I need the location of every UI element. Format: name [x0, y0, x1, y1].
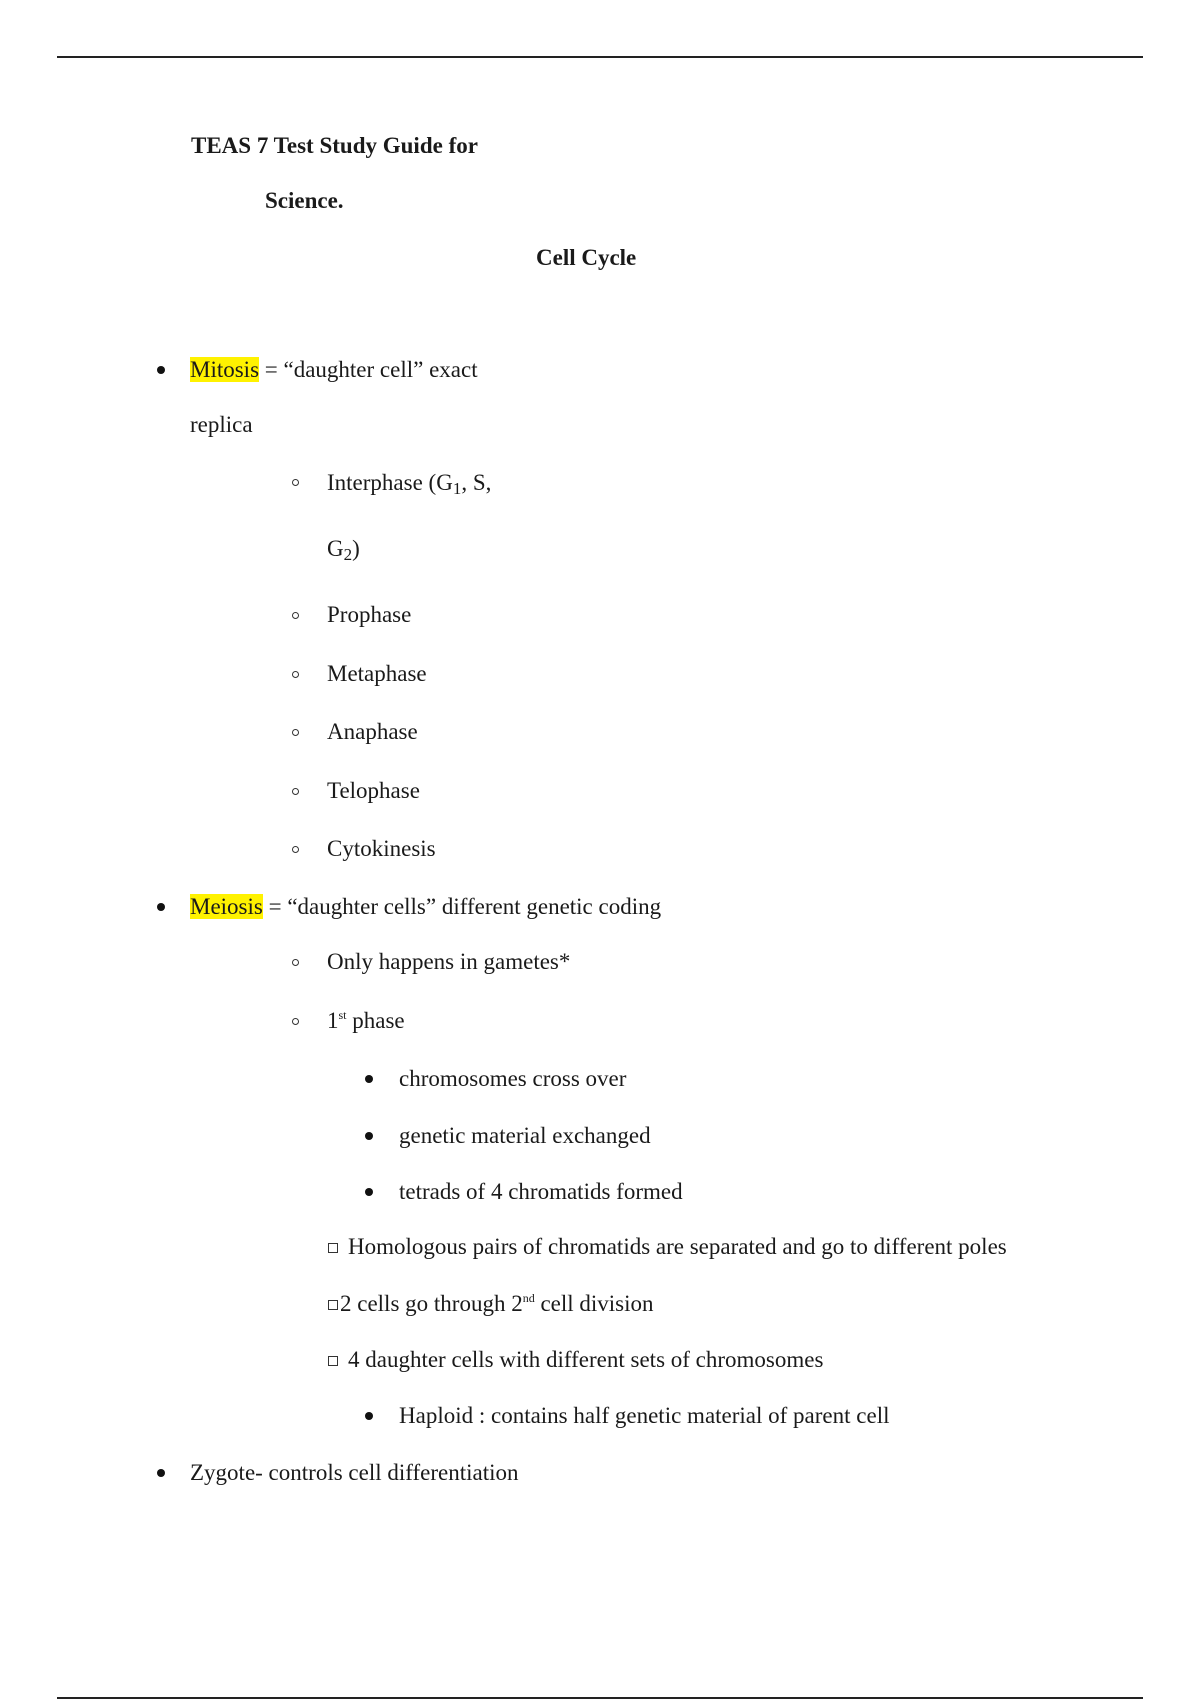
phase1-superscript: st	[338, 1008, 347, 1022]
two-cells-superscript: nd	[522, 1291, 535, 1305]
circle-bullet-icon	[292, 788, 299, 795]
bullet-icon	[157, 903, 165, 911]
phase-interphase	[327, 469, 491, 497]
doc-title-line1: TEAS 7 Test Study Guide for	[191, 133, 478, 158]
meiosis-line	[190, 893, 661, 921]
meiosis-two-cells	[340, 1290, 654, 1318]
bullet-icon	[365, 1075, 373, 1083]
meiosis-phase1	[327, 1007, 405, 1035]
meiosis-gametes: Only happens in gametes*	[327, 949, 571, 974]
circle-bullet-icon	[292, 729, 299, 736]
bullet-icon	[157, 366, 165, 374]
bullet-icon	[365, 1412, 373, 1420]
mitosis-desc-line2: replica	[190, 412, 253, 437]
meiosis-term: Meiosis	[190, 894, 263, 919]
phase1-item-cross: chromosomes cross over	[399, 1066, 627, 1091]
phase-telophase: Telophase	[327, 778, 420, 803]
bullet-icon	[365, 1188, 373, 1196]
two-cells-text: 2 cells go through 2	[340, 1291, 523, 1316]
square-bullet-icon	[328, 1243, 338, 1253]
phase1-item-exchange: genetic material exchanged	[399, 1123, 651, 1148]
interphase-subscript-1: 1	[452, 479, 462, 498]
top-rule	[57, 56, 1143, 58]
square-bullet-icon	[328, 1300, 338, 1310]
zygote-line: Zygote- controls cell differentiation	[190, 1460, 519, 1485]
phase-prophase: Prophase	[327, 602, 412, 627]
meiosis-desc: = “daughter cells” different genetic coding	[262, 894, 662, 919]
circle-bullet-icon	[292, 671, 299, 678]
bullet-icon	[157, 1469, 165, 1477]
meiosis-haploid: Haploid : contains half genetic material of parent cell	[399, 1403, 890, 1428]
interphase-g2: G	[327, 536, 344, 561]
phase-metaphase: Metaphase	[327, 661, 427, 686]
bottom-rule	[57, 1697, 1143, 1699]
interphase-subscript-2: 2	[343, 545, 353, 564]
phase1-label: phase	[346, 1008, 405, 1033]
mitosis-line	[190, 356, 478, 384]
square-bullet-icon	[328, 1356, 338, 1366]
phase-cytokinesis: Cytokinesis	[327, 836, 436, 861]
bullet-icon	[365, 1132, 373, 1140]
phase-anaphase: Anaphase	[327, 719, 418, 744]
circle-bullet-icon	[292, 479, 299, 486]
phase1-number: 1	[327, 1008, 339, 1033]
interphase-text-cont: , S,	[461, 470, 492, 495]
meiosis-homologous: Homologous pairs of chromatids are separated and go to different poles	[348, 1234, 1007, 1259]
doc-title-line2: Science.	[265, 188, 344, 213]
mitosis-desc: = “daughter cell” exact	[259, 357, 478, 382]
interphase-close-paren: )	[352, 536, 360, 561]
circle-bullet-icon	[292, 612, 299, 619]
mitosis-term: Mitosis	[190, 357, 260, 382]
section-heading: Cell Cycle	[536, 245, 637, 270]
meiosis-four-cells: 4 daughter cells with different sets of chromosomes	[348, 1347, 824, 1372]
phase1-item-tetrads: tetrads of 4 chromatids formed	[399, 1179, 683, 1204]
two-cells-text-cont: cell division	[534, 1291, 654, 1316]
interphase-text: Interphase (G	[327, 470, 453, 495]
circle-bullet-icon	[292, 846, 299, 853]
circle-bullet-icon	[292, 959, 299, 966]
phase-interphase-cont	[327, 535, 360, 563]
circle-bullet-icon	[292, 1018, 299, 1025]
